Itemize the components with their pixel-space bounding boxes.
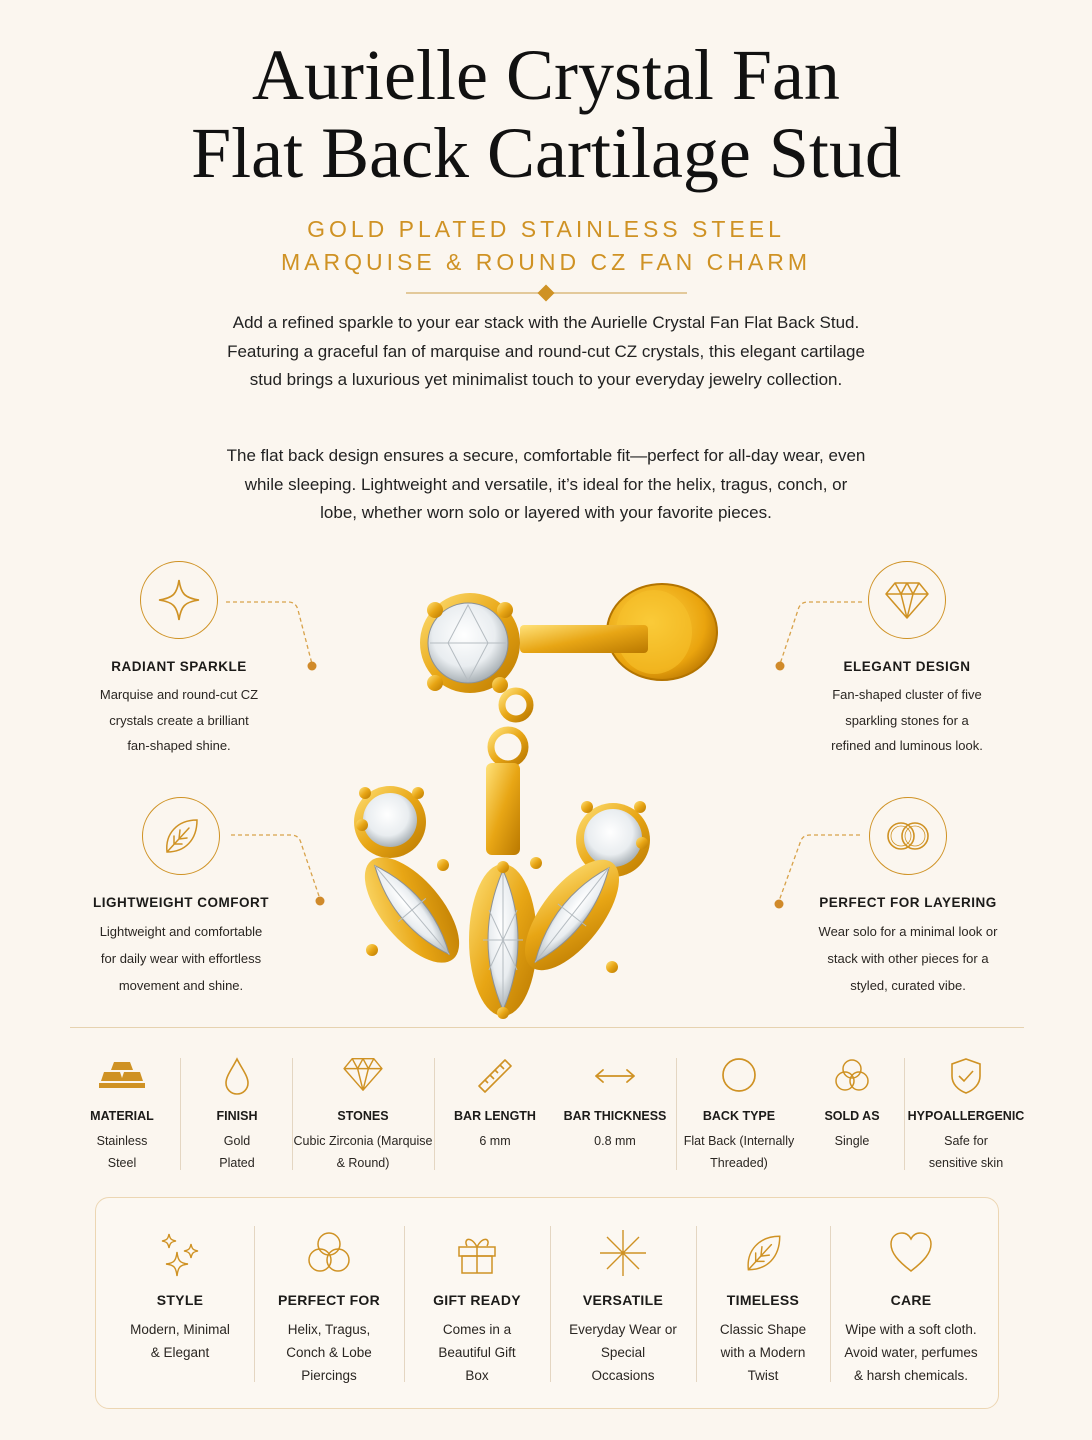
highlight-value: Comes in a Beautiful Gift Box bbox=[438, 1322, 516, 1383]
highlight-perfect-for bbox=[255, 1198, 403, 1410]
diamond-icon bbox=[868, 561, 946, 639]
spec-value: Gold Plated bbox=[219, 1134, 255, 1170]
connector-line bbox=[770, 598, 865, 673]
highlight-value: Classic Shape with a Modern Twist bbox=[719, 1322, 807, 1383]
spec-stones bbox=[293, 1050, 433, 1176]
rings-triple-icon bbox=[255, 1228, 403, 1278]
highlight-label: CARE bbox=[890, 1292, 932, 1308]
highlight-style bbox=[106, 1198, 254, 1410]
feature-title: RADIANT SPARKLE bbox=[111, 659, 247, 674]
highlight-versatile bbox=[551, 1198, 695, 1410]
spec-value: Safe for sensitive skin bbox=[928, 1134, 1004, 1170]
subtitle-line-2: MARQUISE & ROUND CZ FAN CHARM bbox=[280, 249, 812, 275]
spec-value: 6 mm bbox=[479, 1134, 511, 1148]
feature-title: ELEGANT DESIGN bbox=[843, 659, 971, 674]
spec-finish bbox=[181, 1050, 293, 1176]
gift-icon bbox=[405, 1228, 549, 1278]
divider-diamond-icon bbox=[538, 285, 555, 302]
heart-icon bbox=[831, 1228, 991, 1278]
highlight-value: Wipe with a soft cloth. Avoid water, perfumes & harsh chemicals. bbox=[844, 1322, 978, 1383]
feature-description: Wear solo for a minimal look or stack with other pieces for a styled, curated vibe. bbox=[818, 924, 998, 993]
highlight-label: TIMELESS bbox=[726, 1292, 800, 1308]
shield-check-icon bbox=[905, 1050, 1027, 1100]
title-line-1: Aurielle Crystal Fan bbox=[252, 35, 840, 115]
ruler-icon bbox=[435, 1050, 555, 1100]
highlight-timeless bbox=[697, 1198, 829, 1410]
highlights-box bbox=[95, 1197, 999, 1409]
specs-row bbox=[64, 1050, 1034, 1180]
highlight-label: VERSATILE bbox=[582, 1292, 664, 1308]
highlight-label: GIFT READY bbox=[433, 1292, 521, 1308]
highlight-label: PERFECT FOR bbox=[277, 1292, 381, 1308]
feature-title: PERFECT FOR LAYERING bbox=[819, 895, 997, 910]
earring-product-image bbox=[340, 575, 730, 1045]
spec-value: Stainless Steel bbox=[96, 1134, 148, 1170]
highlight-care bbox=[831, 1198, 991, 1410]
spec-bar-length bbox=[435, 1050, 555, 1176]
droplet-icon bbox=[181, 1050, 293, 1100]
connector-line bbox=[224, 598, 324, 673]
connector-line bbox=[768, 830, 863, 910]
feature-description: Marquise and round-cut CZ crystals create a brilliant fan-shaped shine. bbox=[99, 687, 259, 753]
sparkles-icon bbox=[106, 1228, 254, 1278]
section-divider bbox=[70, 1027, 1024, 1028]
subtitle bbox=[0, 213, 1092, 279]
diamond-icon bbox=[293, 1050, 433, 1100]
intro-paragraph-1: Add a refined sparkle to your ear stack with the Aurielle Crystal Fan Flat Back Stud. Featuring a graceful fan of marquise and round-cut CZ crystals, this elegant cartilage stud brings a luxurious yet minimalist touch to your everyday jewelry collection. bbox=[227, 313, 865, 390]
page-title bbox=[0, 36, 1092, 192]
spec-value: 0.8 mm bbox=[594, 1134, 636, 1148]
spec-label: HYPOALLERGENIC bbox=[907, 1109, 1025, 1123]
spec-label: BAR THICKNESS bbox=[563, 1109, 667, 1123]
feature-title: LIGHTWEIGHT COMFORT bbox=[93, 895, 269, 910]
highlight-gift-ready bbox=[405, 1198, 549, 1410]
double-arrow-icon bbox=[556, 1050, 674, 1100]
title-line-2: Flat Back Cartilage Stud bbox=[191, 113, 901, 193]
spec-back-type bbox=[677, 1050, 801, 1176]
spec-value: Flat Back (Internally Threaded) bbox=[683, 1134, 795, 1170]
sparkle-icon bbox=[140, 561, 218, 639]
circle-icon bbox=[677, 1050, 801, 1100]
spec-label: BACK TYPE bbox=[702, 1109, 776, 1123]
spec-value: Single bbox=[834, 1134, 870, 1148]
spec-hypoallergenic bbox=[905, 1050, 1027, 1176]
highlight-label: STYLE bbox=[156, 1292, 204, 1308]
rings-icon bbox=[869, 797, 947, 875]
connector-line bbox=[229, 830, 329, 910]
spec-material bbox=[64, 1050, 180, 1176]
highlight-value: Modern, Minimal & Elegant bbox=[130, 1322, 230, 1360]
intro-paragraph-2: The flat back design ensures a secure, comfortable fit—perfect for all-day wear, even while sleeping. Lightweight and versatile, it’s ideal for the helix, tragus, conch, or lobe, whether worn solo or layered with your favorite pieces. bbox=[226, 446, 866, 523]
circles-icon bbox=[802, 1050, 902, 1100]
leaf-icon bbox=[142, 797, 220, 875]
spec-bar-thickness bbox=[556, 1050, 674, 1176]
spec-label: BAR LENGTH bbox=[454, 1109, 536, 1123]
feature-description: Fan-shaped cluster of five sparkling stones for a refined and luminous look. bbox=[831, 687, 983, 753]
spec-label: MATERIAL bbox=[90, 1109, 154, 1123]
highlight-value: Everyday Wear or Special Occasions bbox=[569, 1322, 677, 1383]
highlight-value: Helix, Tragus, Conch & Lobe Piercings bbox=[286, 1322, 372, 1383]
subtitle-line-1: GOLD PLATED STAINLESS STEEL bbox=[307, 216, 785, 242]
feature-description: Lightweight and comfortable for daily wear with effortless movement and shine. bbox=[99, 924, 263, 993]
spec-value: Cubic Zirconia (Marquise & Round) bbox=[293, 1134, 433, 1170]
leaf-icon bbox=[697, 1228, 829, 1278]
spec-label: SOLD AS bbox=[824, 1109, 880, 1123]
spec-label: FINISH bbox=[216, 1109, 258, 1123]
spec-sold-as bbox=[802, 1050, 902, 1176]
starburst-icon bbox=[551, 1228, 695, 1278]
spec-label: STONES bbox=[337, 1109, 389, 1123]
gold-bars-icon bbox=[64, 1050, 180, 1100]
